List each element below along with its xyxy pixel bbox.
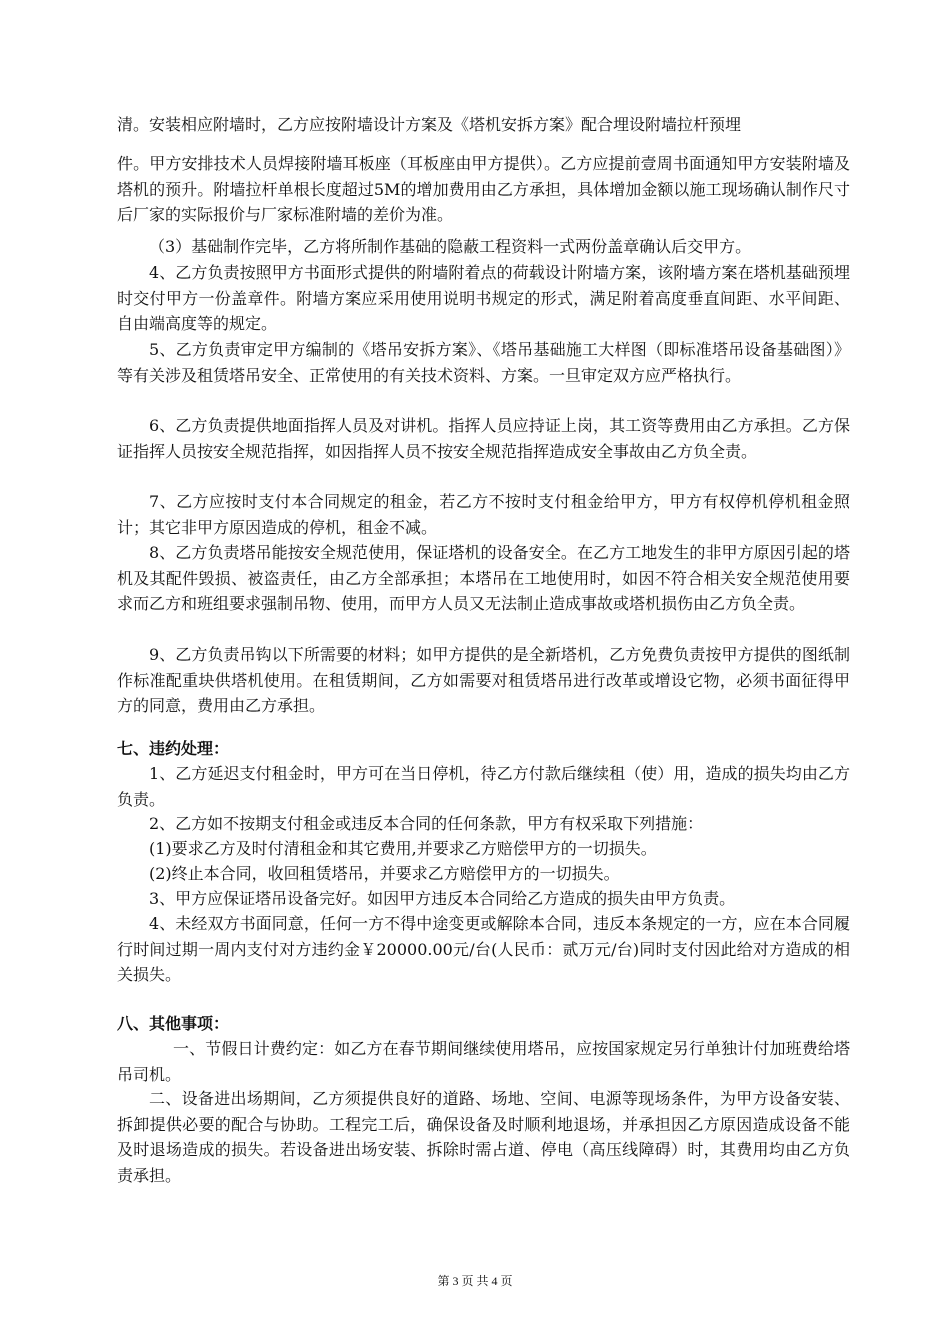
paragraph-clause-6: 6、乙方负责提供地面指挥人员及对讲机。指挥人员应持证上岗，其工资等费用由乙方承担。乙方保证指挥人员按安全规范指挥，如因指挥人员不按安全规范指挥造成安全事故由乙方负全责。 [117,416,850,461]
paragraph-clause-8: 8、乙方负责塔吊能按安全规范使用，保证塔机的设备安全。在乙方工地发生的非甲方原因引起的塔机及其配件毁损、被盗责任，由乙方全部承担；本塔吊在工地使用时，如因不符合相关安全规范使用要求而乙方和班组要求强制吊物、使用，而甲方人员又无法制止造成事故或塔机损伤由乙方负全责。 [117,543,850,613]
paragraph-continued-line: 清。安装相应附墙时，乙方应按附墙设计方案及《塔机安拆方案》配合埋设附墙拉杆预埋 [117,115,742,134]
paragraph-attach-wall: 件。甲方安排技术人员焊接附墙耳板座（耳板座由甲方提供）。乙方应提前壹周书面通知甲方安装附墙及塔机的预升。附墙拉杆单根长度超过5M的增加费用由乙方承担，具体增加金额以施工现场确认制作尺寸后厂家的实际报价与厂家标准附墙的差价为准。 [117,154,850,224]
paragraph-clause-4: 4、乙方负责按照甲方书面形式提供的附墙附着点的荷载设计附墙方案，该附墙方案在塔机基础预埋时交付甲方一份盖章件。附墙方案应采用使用说明书规定的形式，满足附着高度垂直间距、水平间距、自由端高度等的规定。 [117,263,850,333]
paragraph-breach-3: 3、甲方应保证塔吊设备完好。如因甲方违反本合同给乙方造成的损失由甲方负责。 [149,889,736,908]
page-number-footer: 第 3 页 共 4 页 [437,1274,513,1288]
paragraph-clause-7: 7、乙方应按时支付本合同规定的租金，若乙方不按时支付租金给甲方，甲方有权停机停机租金照计；其它非甲方原因造成的停机，租金不减。 [117,492,850,537]
paragraph-breach-2a: (1)要求乙方及时付清租金和其它费用,并要求乙方赔偿甲方的一切损失。 [149,839,657,858]
paragraph-foundation-records: （3）基础制作完毕，乙方将所制作基础的隐蔽工程资料一式两份盖章确认后交甲方。 [149,237,752,256]
section-heading-breach: 七、违约处理： [117,739,230,758]
paragraph-breach-1: 1、乙方延迟支付租金时，甲方可在当日停机，待乙方付款后继续租（使）用，造成的损失均由乙方负责。 [117,764,850,809]
paragraph-clause-5: 5、乙方负责审定甲方编制的《塔吊安拆方案》、《塔吊基础施工大样图（即标准塔吊设备基础图）》等有关涉及租赁塔吊安全、正常使用的有关技术资料、方案。一旦审定双方应严格执行。 [117,340,850,385]
paragraph-breach-2: 2、乙方如不按期支付租金或违反本合同的任何条款，甲方有权采取下列措施： [149,814,704,833]
paragraph-other-1: 一、节假日计费约定：如乙方在春节期间继续使用塔吊，应按国家规定另行单独计付加班费给塔吊司机。 [117,1039,850,1084]
paragraph-breach-2b: (2)终止本合同，收回租赁塔吊，并要求乙方赔偿甲方的一切损失。 [149,864,620,883]
paragraph-breach-4: 4、未经双方书面同意，任何一方不得中途变更或解除本合同，违反本条规定的一方，应在本合同履行时间过期一周内支付对方违约金￥20000.00元/台(人民币：贰万元/台)同时支付因此给对方造成的相关损失。 [117,914,850,984]
paragraph-other-2: 二、设备进出场期间，乙方须提供良好的道路、场地、空间、电源等现场条件，为甲方设备安装、拆卸提供必要的配合与协助。工程完工后，确保设备及时顺利地退场，并承担因乙方原因造成设备不能及时退场造成的损失。若设备进出场安装、拆除时需占道、停电（高压线障碍）时，其费用均由乙方负责承担。 [117,1089,850,1185]
paragraph-clause-9: 9、乙方负责吊钩以下所需要的材料；如甲方提供的是全新塔机，乙方免费负责按甲方提供的图纸制作标准配重块供塔机使用。在租赁期间，乙方如需要对租赁塔吊进行改革或增设它物，必须书面征得甲方的同意，费用由乙方承担。 [117,645,850,715]
section-heading-other: 八、其他事项： [117,1014,230,1033]
